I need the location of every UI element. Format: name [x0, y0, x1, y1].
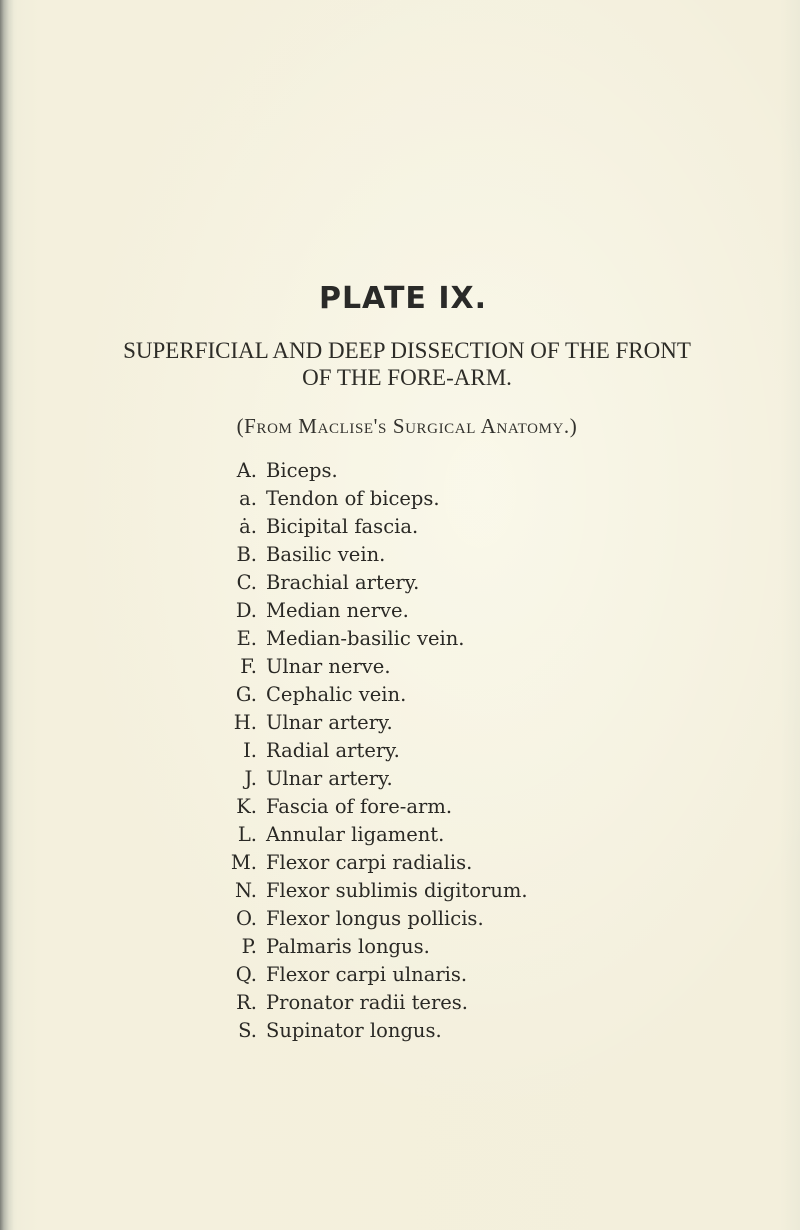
- legend-description: Pronator radii teres.: [266, 991, 469, 1014]
- legend-letter: K.: [236, 795, 257, 818]
- legend-item: [226, 739, 528, 767]
- legend-description: Median-basilic vein.: [266, 627, 465, 650]
- legend-description: Median nerve.: [266, 599, 409, 622]
- legend-description: Flexor carpi ulnaris.: [266, 963, 468, 986]
- legend-description: Flexor sublimis digitorum.: [266, 879, 528, 902]
- legend-letter: J.: [244, 767, 257, 790]
- legend-item: [226, 963, 528, 991]
- legend-description: Ulnar artery.: [266, 711, 393, 734]
- page-binding-edge: [0, 0, 14, 1230]
- legend-item: [226, 991, 528, 1019]
- legend-item: [226, 795, 528, 823]
- legend-letter: I.: [243, 739, 257, 762]
- main-heading: [0, 337, 800, 391]
- legend-letter: P.: [241, 935, 257, 958]
- legend-description: Supinator longus.: [266, 1019, 442, 1042]
- legend-item: [226, 823, 528, 851]
- legend-item: [226, 627, 528, 655]
- legend-letter: L.: [237, 823, 257, 846]
- heading-line-1: SUPERFICIAL AND DEEP DISSECTION OF THE FRONT: [123, 338, 691, 363]
- legend-letter: G.: [235, 683, 257, 706]
- legend-item: [226, 515, 528, 543]
- legend-letter: B.: [236, 543, 257, 566]
- legend-letter: Q.: [235, 963, 257, 986]
- legend-description: Brachial artery.: [266, 571, 420, 594]
- legend-description: Ulnar nerve.: [266, 655, 391, 678]
- legend-letter: H.: [233, 711, 257, 734]
- plate-title: PLATE IX.: [318, 281, 488, 316]
- legend-letter: F.: [240, 655, 257, 678]
- legend-letter: A.: [236, 459, 257, 482]
- legend-letter: C.: [236, 571, 257, 594]
- legend-item: [226, 599, 528, 627]
- legend-letter: E.: [236, 627, 257, 650]
- legend-letter: M.: [230, 851, 257, 874]
- legend-description: Flexor longus pollicis.: [266, 907, 484, 930]
- legend-item: [226, 487, 528, 515]
- legend-letter: R.: [236, 991, 257, 1014]
- legend-item: [226, 655, 528, 683]
- legend-item: [226, 711, 528, 739]
- legend-item: [226, 767, 528, 795]
- legend-letter: S.: [238, 1019, 257, 1042]
- legend-item: [226, 571, 528, 599]
- source-citation: (From Maclise's Surgical Anatomy.): [236, 414, 578, 438]
- legend-letter: ȧ.: [239, 515, 257, 538]
- heading-line-2: OF THE FORE-ARM.: [302, 365, 512, 390]
- legend-description: Fascia of fore-arm.: [266, 795, 453, 818]
- legend-item: [226, 879, 528, 907]
- legend-description: Ulnar artery.: [266, 767, 393, 790]
- legend-description: Palmaris longus.: [266, 935, 430, 958]
- legend-description: Bicipital fascia.: [266, 515, 419, 538]
- legend-item: [226, 1019, 528, 1047]
- legend-item: [226, 683, 528, 711]
- legend-letter: D.: [235, 599, 257, 622]
- legend-description: Annular ligament.: [266, 823, 445, 846]
- legend-letter: a.: [239, 487, 257, 510]
- legend-description: Cephalic vein.: [266, 683, 407, 706]
- legend-item: [226, 935, 528, 963]
- legend-description: Flexor carpi radialis.: [266, 851, 473, 874]
- legend-list: [226, 459, 528, 1047]
- legend-item: [226, 543, 528, 571]
- legend-item: [226, 851, 528, 879]
- legend-description: Radial artery.: [266, 739, 400, 762]
- legend-item: [226, 907, 528, 935]
- legend-letter: N.: [234, 879, 257, 902]
- legend-description: Basilic vein.: [266, 543, 386, 566]
- legend-description: Biceps.: [266, 459, 338, 482]
- legend-letter: O.: [235, 907, 257, 930]
- legend-description: Tendon of biceps.: [266, 487, 440, 510]
- legend-item: [226, 459, 528, 487]
